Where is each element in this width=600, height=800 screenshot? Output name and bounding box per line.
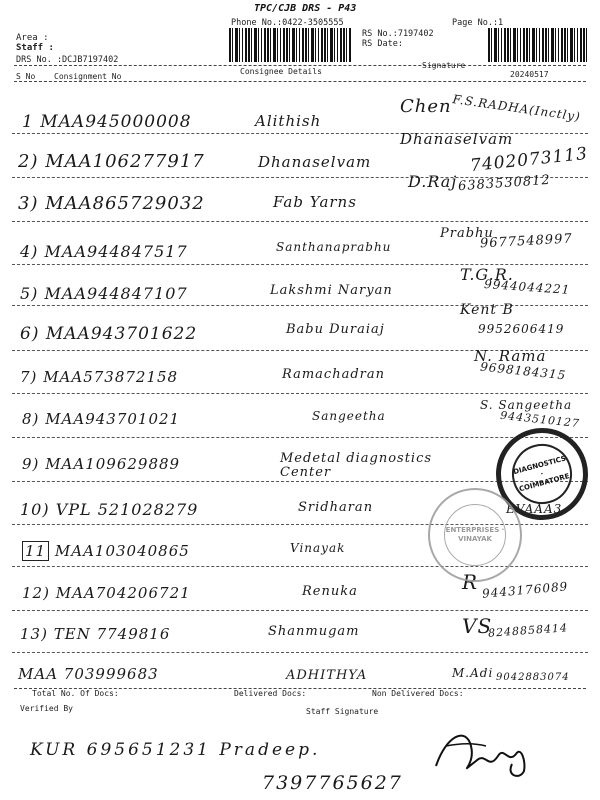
verified-by-label: Verified By <box>20 704 73 713</box>
entry-signature: S. Sangeetha <box>480 398 573 412</box>
entry-signature: Kent B <box>460 302 514 318</box>
entry-note: F.S.RADHA(Inctly) <box>451 92 582 124</box>
entry-consignment: 5) MAA944847107 <box>20 284 188 303</box>
area-label: Area : <box>16 33 49 43</box>
row-divider <box>12 652 588 653</box>
barcode-right <box>488 28 588 62</box>
delivered-docs-label: Delivered Docs: <box>234 689 307 698</box>
row-divider <box>12 393 588 394</box>
col-sno: S No <box>16 72 36 81</box>
entry-consignee: Lakshmi Naryan <box>270 283 393 298</box>
entry-signature: N. Rama <box>474 347 547 365</box>
entry-signature: R <box>462 570 479 594</box>
page-number: Page No.:1 <box>452 18 504 28</box>
barcode-left <box>229 28 351 62</box>
entry-consignment: 13) TEN 7749816 <box>20 625 171 643</box>
entry-phone: 6383530812 <box>457 172 552 195</box>
entry-signature: T.G.R. <box>460 265 514 284</box>
entry-consignment: 11 MAA103040865 <box>22 542 190 560</box>
staff-signature-scribble <box>426 716 532 788</box>
entry-signature: VS <box>462 614 493 638</box>
document-title: TPC/CJB DRS - P43 <box>254 3 357 14</box>
entry-consignment: 9) MAA109629889 <box>22 455 181 473</box>
entry-signature: Chen <box>400 96 452 117</box>
entry-consignment: 6) MAA943701622 <box>20 324 198 344</box>
entry-consignee: Sangeetha <box>312 409 386 423</box>
entry-signature: Prabhu <box>440 226 494 241</box>
entry-phone: 9952606419 <box>478 322 565 336</box>
entry-signature: Dhanaselvam <box>400 130 514 148</box>
entry-consignee: Shanmugam <box>268 624 360 639</box>
column-divider <box>14 81 586 82</box>
total-docs-label: Total No. Of Docs: <box>32 689 119 698</box>
col-consignment-no: Consignment No <box>54 72 122 81</box>
col-consignee-details: Consignee Details <box>240 67 322 76</box>
entry-consignment: 2) MAA106277917 <box>18 151 205 172</box>
entry-signature: M.Adi <box>452 666 494 680</box>
col-signature: Signature <box>422 61 466 70</box>
company-seal-stamp: DIAGNOSTICS · COIMBATORE <box>486 418 599 531</box>
entry-consignee: Ramachadran <box>282 367 385 382</box>
staff-signature-label: Staff Signature <box>306 707 379 716</box>
entry-consignee: Vinayak <box>290 541 346 555</box>
entry-consignee: ADHITHYA <box>286 668 368 683</box>
entry-consignment: 7) MAA573872158 <box>20 368 179 386</box>
entry-phone: 9698184315 <box>479 359 567 383</box>
col-date: 20240517 <box>510 70 549 79</box>
entry-consignee: Sridharan <box>298 500 374 515</box>
entry-phone: 7402073113 <box>469 143 589 177</box>
non-delivered-docs-label: Non Delivered Docs: <box>372 689 464 698</box>
entry-consignment: 10) VPL 521028279 <box>20 500 199 519</box>
staff-label: Staff : <box>16 43 54 53</box>
handwritten-note-line2: 7397765627 <box>262 772 403 794</box>
entry-note: EVAAA3 <box>506 502 563 516</box>
drs-number: DRS No. :DCJB7197402 <box>16 55 119 65</box>
entry-phone: 9443510127 <box>499 408 581 431</box>
entry-phone: 9042883074 <box>496 672 570 683</box>
entry-consignment: 1 MAA945000008 <box>22 112 192 132</box>
rs-number: RS No.:7197402 <box>362 29 434 39</box>
entry-phone: 9677548997 <box>479 231 574 252</box>
entry-consignee: Medetal diagnostics Center <box>280 451 433 480</box>
rs-date: RS Date: <box>362 39 403 49</box>
entry-consignment: 8) MAA943701021 <box>22 410 181 428</box>
entry-consignment: MAA 703999683 <box>18 665 159 683</box>
entry-phone: 9944044221 <box>483 277 571 297</box>
entry-consignee: Babu Duraiaj <box>286 322 385 337</box>
entry-phone: 9443176089 <box>481 579 569 601</box>
entry-phone: 8248858414 <box>487 621 569 640</box>
enterprise-seal-stamp: ENTERPRISES · VINAYAK <box>428 488 522 582</box>
entry-consignment: 4) MAA944847517 <box>20 242 188 261</box>
entry-consignment: 3) MAA865729032 <box>18 193 205 214</box>
phone-number: Phone No.:0422-3505555 <box>231 18 344 28</box>
entry-consignment: 12) MAA704206721 <box>22 584 191 602</box>
entry-consignee: Alithish <box>255 112 322 130</box>
row-divider <box>12 437 588 438</box>
entry-consignee: Santhanaprabhu <box>276 240 392 254</box>
row-divider <box>12 221 588 222</box>
entry-consignee: Dhanaselvam <box>258 153 372 171</box>
entry-consignee: Renuka <box>302 584 358 599</box>
entry-consignee: Fab Yarns <box>273 193 357 211</box>
row-divider <box>12 610 588 611</box>
handwritten-note-line1: KUR 695651231 Pradeep. <box>30 740 321 760</box>
entry-signature: D.Raj <box>408 172 458 191</box>
header-divider <box>14 65 586 66</box>
